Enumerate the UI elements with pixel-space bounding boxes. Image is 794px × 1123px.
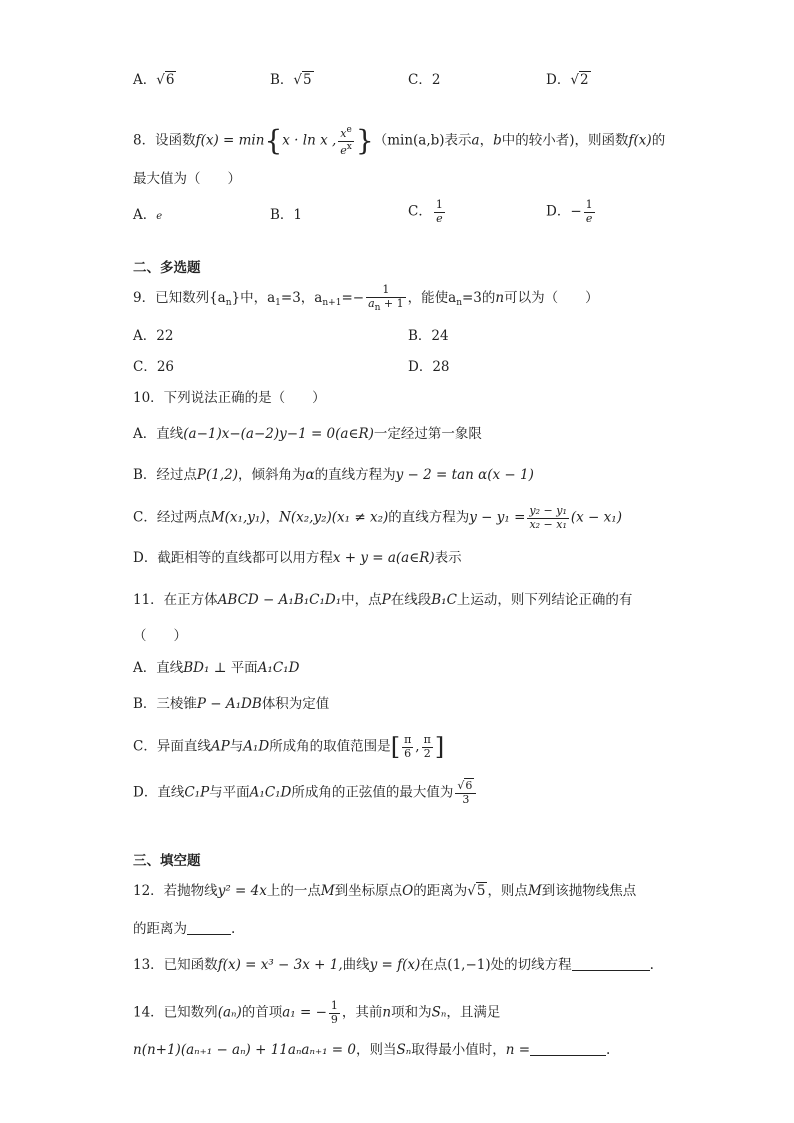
q9-option-c: C．26: [133, 359, 175, 375]
q10-option-a: A．直线(a−1)x−(a−2)y−1 = 0(a∈R)一定经过第一象限: [133, 426, 482, 442]
q9-option-a: A．22: [133, 328, 174, 344]
q10-option-d: D．截距相等的直线都可以用方程x + y = a(a∈R)表示: [133, 550, 462, 566]
q13-answer-blank[interactable]: [572, 958, 650, 971]
q8-option-b: B．1: [270, 207, 303, 223]
q12-stem: 12．若抛物线y² = 4x上的一点M到坐标原点O的距离为√5 ，则点M到该抛物线焦点: [133, 883, 637, 899]
q8-option-c: C． $\frac{1}{e}$: [408, 198, 443, 225]
q7-option-b: B．√5: [270, 72, 312, 88]
q8-stem: 8．设函数f(x) = min{x · ln x , $\frac{x^e}{e^x}$ }（min(a,b)表示a，b中的较小者)，则函数f(x)的: [133, 124, 666, 158]
q11-option-b: B．三棱锥P − A₁DB体积为定值: [133, 696, 330, 712]
q7-option-c: C．2: [408, 72, 441, 88]
q10-option-c: C．经过两点M(x₁,y₁)，N(x₂,y₂)(x₁ ≠ x₂)的直线方程为y − y₁ = $\frac{\text{y₂ − y₁}}{\text{x₂ − x₁}}$ (x − x₁): [133, 504, 622, 531]
q9-option-b: B．24: [408, 328, 449, 344]
q12-stem-line2: 的距离为 .: [133, 921, 236, 937]
q9-option-d: D．28: [408, 359, 450, 375]
q8-stem-line2: 最大值为（ ）: [133, 171, 241, 187]
q9-stem: 9．已知数列$\{a_n\}$中，$a_1=3$，$a_{n+1}=-$ $\frac{1}{a_n + 1}$ ，能使$a_n=3$的n可以为（ ）: [133, 283, 599, 313]
q11-stem: 11．在正方体ABCD − A₁B₁C₁D₁中，点P在线段B₁C上运动，则下列结论正确的有: [133, 592, 633, 608]
q11-option-c: C．异面直线AP与A₁D所成角的取值范围是[ $\frac{\pi}{6}$ , $\frac{\pi}{2}$ ]: [133, 733, 445, 762]
q14-stem: 14．已知数列(aₙ)的首项a₁ = − $\frac{1}{9}$ ，其前n项和为Sₙ，且满足: [133, 999, 501, 1026]
q14-answer-blank[interactable]: [530, 1043, 606, 1056]
q7-option-a: A．√6: [133, 72, 175, 88]
q10-option-b: B．经过点P(1,2)，倾斜角为α的直线方程为y − 2 = tan α(x − 1): [133, 467, 534, 483]
q10-stem: 10．下列说法正确的是（ ）: [133, 390, 326, 406]
q11-option-a: A．直线BD₁ ⊥ 平面A₁C₁D: [133, 660, 300, 676]
section-multiple-choice-heading: 二、多选题: [133, 260, 201, 276]
section-fill-blank-heading: 三、填空题: [133, 853, 201, 869]
q11-stem-paren: （ ）: [133, 628, 187, 644]
q7-option-d: D．√2: [546, 72, 589, 88]
q12-answer-blank[interactable]: [187, 922, 231, 935]
q13-stem: 13．已知函数f(x) = x³ − 3x + 1,曲线y = f(x)在点(1,−1)处的切线方程 .: [133, 957, 654, 973]
q11-option-d: D．直线C₁P与平面A₁C₁D所成角的正弦值的最大值为 $\frac{√6}{3}$: [133, 780, 478, 806]
q8-option-d: D．− $\frac{1}{e}$: [546, 198, 593, 225]
q14-stem-line2: n(n+1)(aₙ₊₁ − aₙ) + 11aₙaₙ₊₁ = 0，则当Sₙ取得最小值时，n = .: [133, 1042, 611, 1058]
q8-option-a: A．e: [133, 207, 163, 223]
